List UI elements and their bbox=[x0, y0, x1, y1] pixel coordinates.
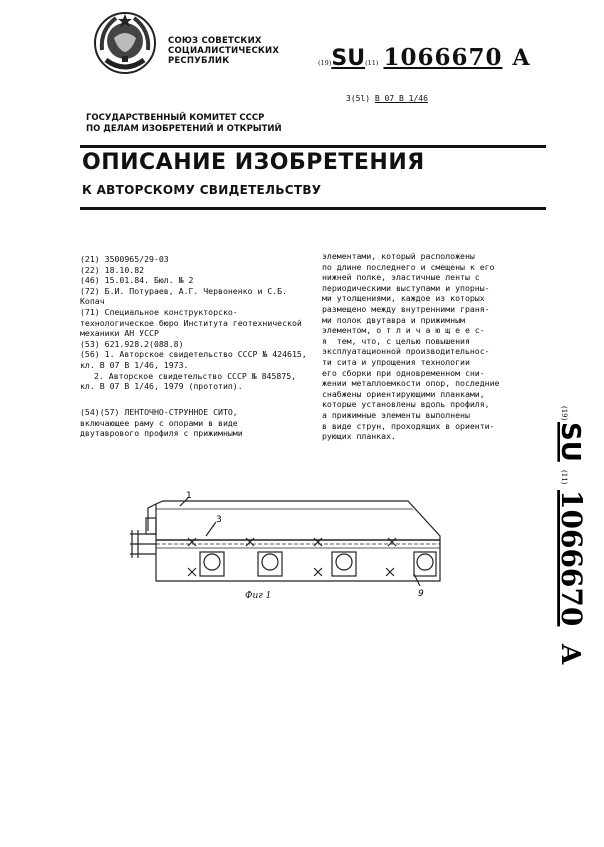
abstract-line: я тем, что, с целью повышения bbox=[322, 335, 470, 346]
patent-number-block bbox=[318, 44, 530, 71]
biblio-line: 2. Авторское свидетельство СССР № 845875, кл. В 07 В 1/46, 1979 (прототип). bbox=[80, 370, 297, 392]
country-org-block bbox=[168, 36, 279, 66]
ipc-classification bbox=[346, 94, 428, 103]
biblio-line: (56) 1. Авторское свидетельство СССР № 424615, кл. В 07 В 1/46, 1973. bbox=[80, 349, 307, 370]
divider-top bbox=[80, 145, 546, 148]
divider-bottom bbox=[80, 207, 546, 210]
code-19: (19) bbox=[318, 59, 332, 67]
abstract-line: (54)(57) ЛЕНТОЧНО-СТРУННОЕ СИТО, bbox=[80, 407, 238, 417]
code-11: (11) bbox=[365, 59, 379, 67]
biblio-line: (46) 15.01.84. Бюл. № 2 bbox=[80, 275, 194, 286]
figure-caption: Фиг 1 bbox=[245, 591, 272, 601]
ipc-code: 3(5l) bbox=[346, 94, 371, 103]
abstract-right-column bbox=[322, 251, 554, 442]
figure-1-drawing bbox=[118, 476, 458, 626]
abstract-line: рующих планках. bbox=[322, 431, 396, 442]
abstract-line: ми утолщениями, каждое из которых bbox=[322, 293, 485, 304]
fig-label-3: 3 bbox=[216, 515, 222, 525]
abstract-line: которые установлены вдоль профиля, bbox=[322, 399, 490, 410]
abstract-line: ти сита и упрощения технологии bbox=[322, 356, 470, 367]
side-code-19: (19) bbox=[560, 406, 568, 421]
document-title: ОПИСАНИЕ ИЗОБРЕТЕНИЯ bbox=[82, 150, 425, 175]
org-line: СОЮЗ СОВЕТСКИХ bbox=[168, 36, 262, 46]
side-kind: A bbox=[555, 644, 585, 665]
patent-kind: A bbox=[512, 45, 530, 71]
country-code: SU bbox=[331, 46, 366, 71]
bibliographic-data bbox=[80, 254, 308, 392]
biblio-line: (72) Б.И. Потураев, А.Г. Червоненко и С.Б. Копач bbox=[80, 285, 288, 307]
abstract-line: ми полок двутавра и прижимным bbox=[322, 314, 465, 325]
ussr-emblem-icon bbox=[92, 10, 158, 76]
abstract-line: элементом, о т л и ч а ю щ е е с- bbox=[322, 325, 485, 336]
document-subtitle: К АВТОРСКОМУ СВИДЕТЕЛЬСТВУ bbox=[82, 183, 322, 197]
side-patent-mark bbox=[548, 398, 604, 668]
biblio-line: (22) 18.10.82 bbox=[80, 264, 145, 275]
ipc-class: В 07 В 1/46 bbox=[374, 94, 428, 103]
committee-line: ПО ДЕЛАМ ИЗОБРЕТЕНИЙ И ОТКРЫТИЙ bbox=[86, 123, 282, 134]
abstract-line: нижней полке, эластичные ленты с bbox=[322, 272, 480, 283]
committee-line: ГОСУДАРСТВЕННЫЙ КОМИТЕТ СССР bbox=[86, 113, 265, 123]
abstract-line: по длине последнего и смещены к его bbox=[322, 261, 495, 272]
abstract-line: включающее раму с опорами в виде bbox=[80, 417, 238, 428]
fig-label-1: 1 bbox=[186, 491, 192, 501]
side-number: 1066670 bbox=[555, 490, 588, 627]
abstract-line: размещено между внутренними граня- bbox=[322, 303, 490, 314]
biblio-line: (21) 3500965/29-03 bbox=[80, 254, 169, 264]
abstract-line: а прижимные элементы выполнены bbox=[322, 409, 470, 420]
abstract-line: его сборки при одновременном сни- bbox=[322, 367, 485, 378]
org-line: СОЦИАЛИСТИЧЕСКИХ bbox=[168, 46, 280, 56]
abstract-left-column bbox=[80, 407, 315, 439]
side-code-11: (11) bbox=[560, 470, 568, 485]
patent-number: 1066670 bbox=[383, 44, 503, 71]
fig-label-9: 9 bbox=[418, 589, 424, 599]
abstract-line: двутаврового профиля с прижимными bbox=[80, 428, 243, 439]
abstract-line: элементами, который расположены bbox=[322, 251, 475, 261]
abstract-line: в виде струн, проходящих в ориенти- bbox=[322, 420, 495, 431]
biblio-line: (71) Специальное конструкторско-технологическое бюро Института геотехнической механики АН УССР bbox=[80, 306, 302, 339]
org-line: РЕСПУБЛИК bbox=[168, 56, 230, 66]
side-country: SU bbox=[555, 422, 585, 462]
committee-block bbox=[86, 113, 282, 134]
abstract-line: снабжены ориентирующими планками, bbox=[322, 388, 485, 399]
biblio-line: (53) 621.928.2(088.8) bbox=[80, 338, 184, 349]
abstract-line: эксплуатационной производительнос- bbox=[322, 346, 490, 357]
abstract-line: жении металлоемкости опор, последние bbox=[322, 378, 500, 389]
abstract-line: периодическими выступами и упорны- bbox=[322, 282, 490, 293]
